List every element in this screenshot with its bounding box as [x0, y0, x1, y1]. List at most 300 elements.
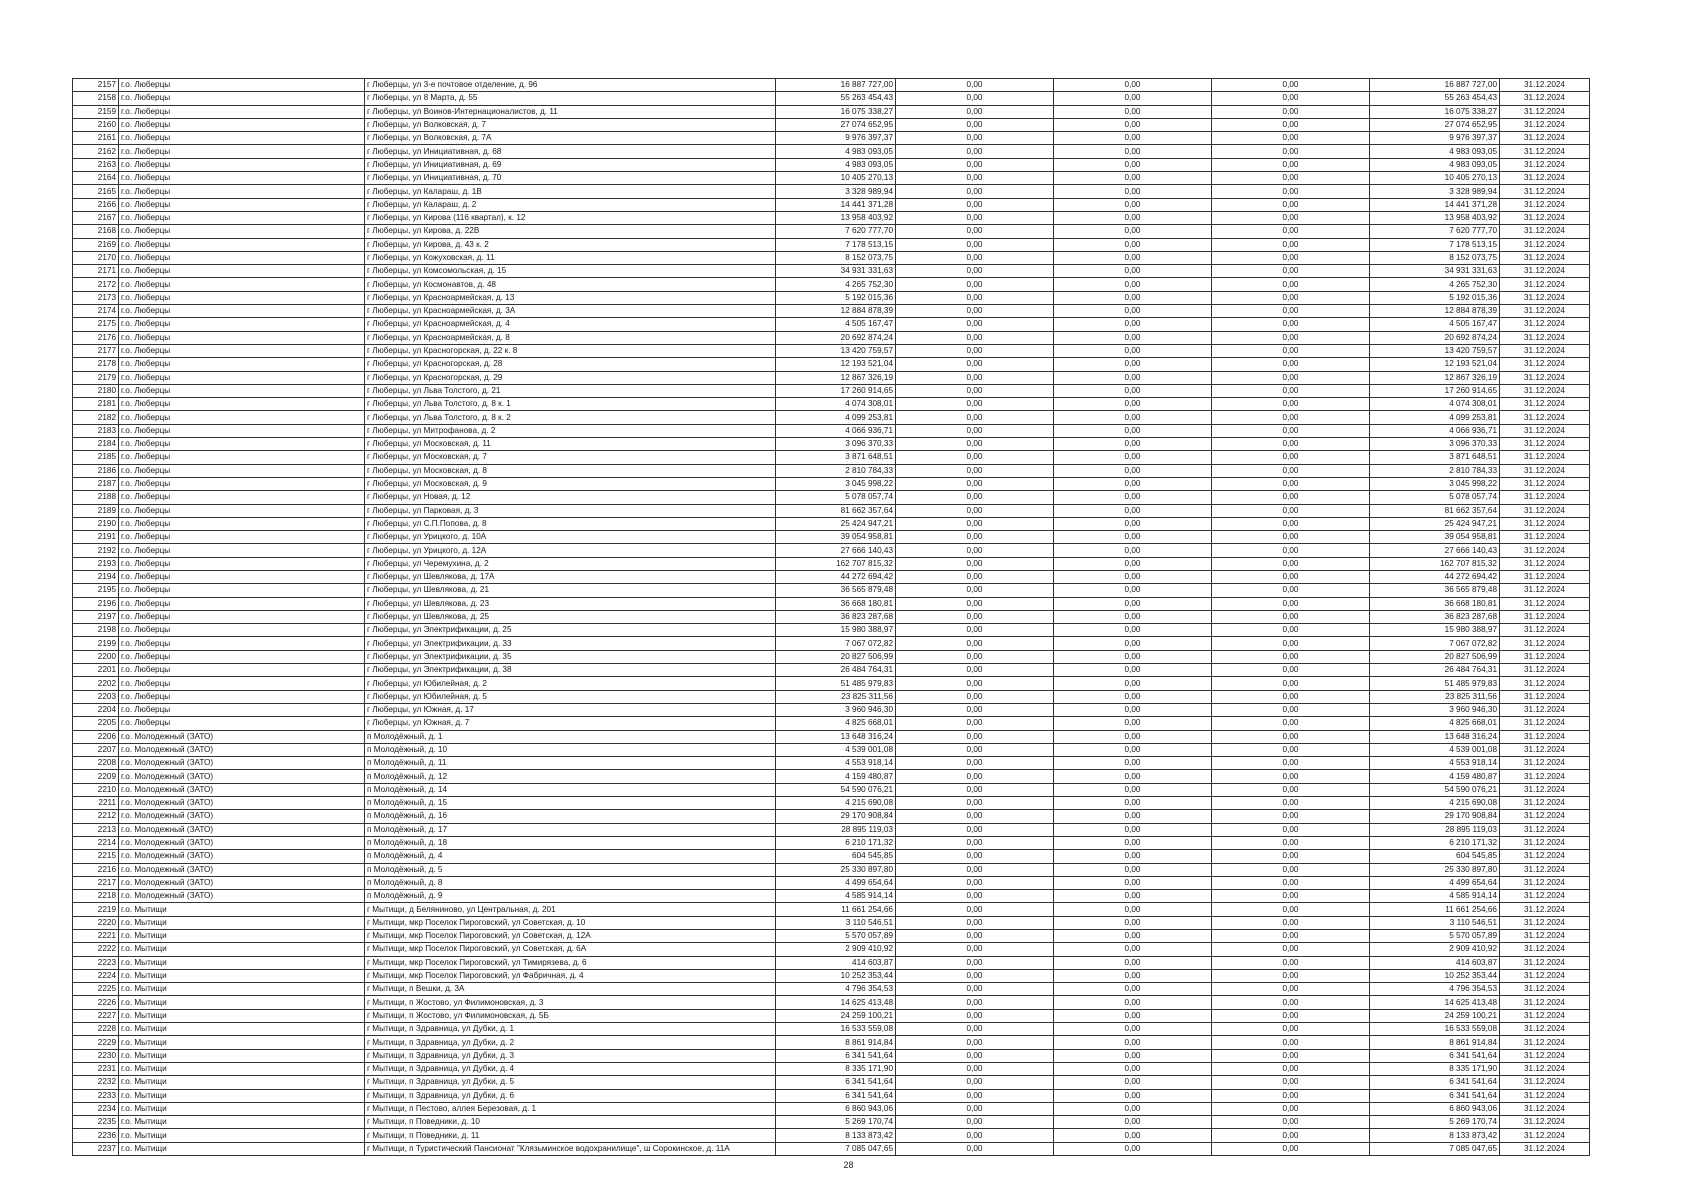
row-number: 2165: [73, 185, 119, 198]
repeat-amount: 14 625 413,48: [1370, 996, 1500, 1009]
total-amount: 8 335 171,90: [776, 1062, 896, 1075]
zero-amount: 0,00: [896, 451, 1054, 464]
date: 31.12.2024: [1500, 1023, 1590, 1036]
zero-amount: 0,00: [896, 1023, 1054, 1036]
row-number: 2164: [73, 172, 119, 185]
zero-amount: 0,00: [1212, 384, 1370, 397]
table-row: [73, 1129, 1590, 1142]
zero-amount: 0,00: [1212, 770, 1370, 783]
zero-amount: 0,00: [1212, 265, 1370, 278]
table-row: [73, 730, 1590, 743]
address: п Молодёжный, д. 5: [365, 863, 776, 876]
address: г Люберцы, ул Комсомольская, д. 15: [365, 265, 776, 278]
zero-amount: 0,00: [896, 637, 1054, 650]
row-number: 2198: [73, 624, 119, 637]
address: г Люберцы, ул Шевлякова, д. 17А: [365, 570, 776, 583]
zero-amount: 0,00: [1212, 996, 1370, 1009]
row-number: 2160: [73, 118, 119, 131]
total-amount: 44 272 694,42: [776, 570, 896, 583]
zero-amount: 0,00: [1212, 1142, 1370, 1155]
date: 31.12.2024: [1500, 1036, 1590, 1049]
address: г Люберцы, ул Инициативная, д. 68: [365, 145, 776, 158]
date: 31.12.2024: [1500, 969, 1590, 982]
repeat-amount: 26 484 764,31: [1370, 664, 1500, 677]
zero-amount: 0,00: [896, 291, 1054, 304]
zero-amount: 0,00: [1212, 1129, 1370, 1142]
repeat-amount: 16 887 727,00: [1370, 79, 1500, 92]
row-number: 2232: [73, 1076, 119, 1089]
address: г Люберцы, ул Шевлякова, д. 23: [365, 597, 776, 610]
date: 31.12.2024: [1500, 358, 1590, 371]
table-row: [73, 916, 1590, 929]
zero-amount: 0,00: [1054, 956, 1212, 969]
municipality: г.о. Мытищи: [119, 1062, 365, 1075]
zero-amount: 0,00: [896, 890, 1054, 903]
zero-amount: 0,00: [1212, 424, 1370, 437]
municipality: г.о. Люберцы: [119, 291, 365, 304]
zero-amount: 0,00: [896, 438, 1054, 451]
zero-amount: 0,00: [1212, 610, 1370, 623]
table-row: [73, 703, 1590, 716]
table-row: [73, 783, 1590, 796]
zero-amount: 0,00: [896, 930, 1054, 943]
repeat-amount: 6 210 171,32: [1370, 836, 1500, 849]
date: 31.12.2024: [1500, 783, 1590, 796]
municipality: г.о. Люберцы: [119, 92, 365, 105]
date: 31.12.2024: [1500, 690, 1590, 703]
row-number: 2218: [73, 890, 119, 903]
municipality: г.о. Люберцы: [119, 371, 365, 384]
zero-amount: 0,00: [896, 79, 1054, 92]
zero-amount: 0,00: [896, 1076, 1054, 1089]
row-number: 2179: [73, 371, 119, 384]
zero-amount: 0,00: [896, 797, 1054, 810]
table-row: [73, 650, 1590, 663]
zero-amount: 0,00: [1212, 1023, 1370, 1036]
zero-amount: 0,00: [1212, 132, 1370, 145]
date: 31.12.2024: [1500, 172, 1590, 185]
repeat-amount: 4 159 480,87: [1370, 770, 1500, 783]
municipality: г.о. Люберцы: [119, 717, 365, 730]
table-row: [73, 158, 1590, 171]
municipality: г.о. Молодежный (ЗАТО): [119, 757, 365, 770]
table-row: [73, 92, 1590, 105]
total-amount: 4 074 308,01: [776, 398, 896, 411]
date: 31.12.2024: [1500, 158, 1590, 171]
row-number: 2172: [73, 278, 119, 291]
zero-amount: 0,00: [896, 836, 1054, 849]
zero-amount: 0,00: [1212, 836, 1370, 849]
total-amount: 36 668 180,81: [776, 597, 896, 610]
address: г Люберцы, ул Льва Толстого, д. 21: [365, 384, 776, 397]
repeat-amount: 27 074 652,95: [1370, 118, 1500, 131]
table-row: [73, 118, 1590, 131]
table-row: [73, 903, 1590, 916]
zero-amount: 0,00: [896, 570, 1054, 583]
repeat-amount: 44 272 694,42: [1370, 570, 1500, 583]
row-number: 2197: [73, 610, 119, 623]
repeat-amount: 4 505 167,47: [1370, 318, 1500, 331]
zero-amount: 0,00: [1054, 969, 1212, 982]
table-row: [73, 757, 1590, 770]
total-amount: 7 067 072,82: [776, 637, 896, 650]
date: 31.12.2024: [1500, 185, 1590, 198]
zero-amount: 0,00: [896, 783, 1054, 796]
zero-amount: 0,00: [1054, 158, 1212, 171]
zero-amount: 0,00: [1054, 996, 1212, 1009]
date: 31.12.2024: [1500, 996, 1590, 1009]
repeat-amount: 25 330 897,80: [1370, 863, 1500, 876]
repeat-amount: 36 823 287,68: [1370, 610, 1500, 623]
zero-amount: 0,00: [896, 810, 1054, 823]
table-row: [73, 584, 1590, 597]
address: г Люберцы, ул Южная, д. 17: [365, 703, 776, 716]
zero-amount: 0,00: [1054, 464, 1212, 477]
zero-amount: 0,00: [896, 477, 1054, 490]
row-number: 2195: [73, 584, 119, 597]
zero-amount: 0,00: [1054, 757, 1212, 770]
zero-amount: 0,00: [896, 145, 1054, 158]
zero-amount: 0,00: [896, 411, 1054, 424]
date: 31.12.2024: [1500, 477, 1590, 490]
zero-amount: 0,00: [1212, 890, 1370, 903]
municipality: г.о. Люберцы: [119, 265, 365, 278]
date: 31.12.2024: [1500, 238, 1590, 251]
address: п Молодёжный, д. 17: [365, 823, 776, 836]
municipality: г.о. Люберцы: [119, 211, 365, 224]
date: 31.12.2024: [1500, 132, 1590, 145]
repeat-amount: 3 960 946,30: [1370, 703, 1500, 716]
zero-amount: 0,00: [1212, 863, 1370, 876]
zero-amount: 0,00: [896, 424, 1054, 437]
address: г Люберцы, ул Митрофанова, д. 2: [365, 424, 776, 437]
zero-amount: 0,00: [1212, 850, 1370, 863]
row-number: 2181: [73, 398, 119, 411]
address: п Молодёжный, д. 18: [365, 836, 776, 849]
date: 31.12.2024: [1500, 624, 1590, 637]
repeat-amount: 10 405 270,13: [1370, 172, 1500, 185]
zero-amount: 0,00: [1212, 703, 1370, 716]
table-row: [73, 797, 1590, 810]
municipality: г.о. Мытищи: [119, 903, 365, 916]
total-amount: 4 066 936,71: [776, 424, 896, 437]
table-row: [73, 411, 1590, 424]
table-row: [73, 132, 1590, 145]
date: 31.12.2024: [1500, 118, 1590, 131]
zero-amount: 0,00: [1054, 770, 1212, 783]
zero-amount: 0,00: [896, 531, 1054, 544]
zero-amount: 0,00: [1054, 1089, 1212, 1102]
total-amount: 23 825 311,56: [776, 690, 896, 703]
date: 31.12.2024: [1500, 544, 1590, 557]
repeat-amount: 25 424 947,21: [1370, 517, 1500, 530]
address: г Мытищи, п Поведники, д. 10: [365, 1116, 776, 1129]
total-amount: 29 170 908,84: [776, 810, 896, 823]
zero-amount: 0,00: [896, 717, 1054, 730]
row-number: 2185: [73, 451, 119, 464]
repeat-amount: 2 909 410,92: [1370, 943, 1500, 956]
address: г Люберцы, ул Черемухина, д. 2: [365, 557, 776, 570]
zero-amount: 0,00: [896, 1049, 1054, 1062]
row-number: 2186: [73, 464, 119, 477]
total-amount: 4 505 167,47: [776, 318, 896, 331]
municipality: г.о. Молодежный (ЗАТО): [119, 823, 365, 836]
total-amount: 13 420 759,57: [776, 344, 896, 357]
page-number: 28: [843, 1160, 854, 1170]
date: 31.12.2024: [1500, 584, 1590, 597]
address: г Мытищи, мкр Поселок Пироговский, ул Тимирязева, д. 6: [365, 956, 776, 969]
total-amount: 4 215 690,08: [776, 797, 896, 810]
zero-amount: 0,00: [1212, 677, 1370, 690]
zero-amount: 0,00: [1212, 1116, 1370, 1129]
table-row: [73, 251, 1590, 264]
row-number: 2216: [73, 863, 119, 876]
row-number: 2187: [73, 477, 119, 490]
repeat-amount: 9 976 397,37: [1370, 132, 1500, 145]
zero-amount: 0,00: [1212, 983, 1370, 996]
table-row: [73, 371, 1590, 384]
zero-amount: 0,00: [896, 677, 1054, 690]
repeat-amount: 4 553 918,14: [1370, 757, 1500, 770]
address: г Мытищи, п Пестово, аллея Березовая, д. 1: [365, 1102, 776, 1115]
zero-amount: 0,00: [1054, 344, 1212, 357]
zero-amount: 0,00: [896, 1062, 1054, 1075]
table-row: [73, 717, 1590, 730]
date: 31.12.2024: [1500, 79, 1590, 92]
row-number: 2215: [73, 850, 119, 863]
address: г Мытищи, п Жостово, ул Филимоновская, д. 5Б: [365, 1009, 776, 1022]
total-amount: 27 074 652,95: [776, 118, 896, 131]
repeat-amount: 4 796 354,53: [1370, 983, 1500, 996]
address: г Люберцы, ул Инициативная, д. 69: [365, 158, 776, 171]
zero-amount: 0,00: [1054, 238, 1212, 251]
zero-amount: 0,00: [1054, 876, 1212, 889]
zero-amount: 0,00: [1054, 198, 1212, 211]
date: 31.12.2024: [1500, 92, 1590, 105]
zero-amount: 0,00: [1054, 291, 1212, 304]
municipality: г.о. Мытищи: [119, 916, 365, 929]
zero-amount: 0,00: [1212, 557, 1370, 570]
zero-amount: 0,00: [1212, 158, 1370, 171]
repeat-amount: 5 078 057,74: [1370, 491, 1500, 504]
table-row: [73, 1089, 1590, 1102]
zero-amount: 0,00: [1212, 145, 1370, 158]
municipality: г.о. Люберцы: [119, 198, 365, 211]
address: г Люберцы, ул Электрификации, д. 38: [365, 664, 776, 677]
zero-amount: 0,00: [1054, 251, 1212, 264]
table-row: [73, 876, 1590, 889]
date: 31.12.2024: [1500, 331, 1590, 344]
row-number: 2223: [73, 956, 119, 969]
total-amount: 10 252 353,44: [776, 969, 896, 982]
zero-amount: 0,00: [896, 996, 1054, 1009]
table-row: [73, 198, 1590, 211]
municipality: г.о. Люберцы: [119, 570, 365, 583]
municipality: г.о. Люберцы: [119, 358, 365, 371]
table-row: [73, 1142, 1590, 1155]
repeat-amount: 4 265 752,30: [1370, 278, 1500, 291]
repeat-amount: 3 871 648,51: [1370, 451, 1500, 464]
zero-amount: 0,00: [896, 225, 1054, 238]
zero-amount: 0,00: [896, 1116, 1054, 1129]
zero-amount: 0,00: [1054, 930, 1212, 943]
zero-amount: 0,00: [1212, 185, 1370, 198]
address: п Молодёжный, д. 10: [365, 743, 776, 756]
zero-amount: 0,00: [1212, 969, 1370, 982]
municipality: г.о. Мытищи: [119, 956, 365, 969]
repeat-amount: 3 328 989,94: [1370, 185, 1500, 198]
date: 31.12.2024: [1500, 890, 1590, 903]
zero-amount: 0,00: [1054, 1023, 1212, 1036]
zero-amount: 0,00: [896, 198, 1054, 211]
total-amount: 5 269 170,74: [776, 1116, 896, 1129]
row-number: 2168: [73, 225, 119, 238]
table-row: [73, 172, 1590, 185]
address: г Люберцы, ул Льва Толстого, д. 8 к. 2: [365, 411, 776, 424]
zero-amount: 0,00: [1054, 318, 1212, 331]
municipality: г.о. Люберцы: [119, 79, 365, 92]
zero-amount: 0,00: [896, 876, 1054, 889]
row-number: 2159: [73, 105, 119, 118]
row-number: 2189: [73, 504, 119, 517]
zero-amount: 0,00: [1212, 438, 1370, 451]
date: 31.12.2024: [1500, 291, 1590, 304]
zero-amount: 0,00: [896, 1129, 1054, 1142]
total-amount: 4 796 354,53: [776, 983, 896, 996]
address: г Мытищи, п Здравница, ул Дубки, д. 3: [365, 1049, 776, 1062]
address: г Мытищи, мкр Поселок Пироговский, ул Советская, д. 12А: [365, 930, 776, 943]
zero-amount: 0,00: [1212, 650, 1370, 663]
table-row: [73, 664, 1590, 677]
date: 31.12.2024: [1500, 531, 1590, 544]
zero-amount: 0,00: [896, 943, 1054, 956]
zero-amount: 0,00: [896, 863, 1054, 876]
total-amount: 13 958 403,92: [776, 211, 896, 224]
zero-amount: 0,00: [1054, 823, 1212, 836]
total-amount: 17 260 914,65: [776, 384, 896, 397]
address: п Молодёжный, д. 9: [365, 890, 776, 903]
zero-amount: 0,00: [1054, 1062, 1212, 1075]
date: 31.12.2024: [1500, 318, 1590, 331]
zero-amount: 0,00: [1212, 504, 1370, 517]
table-row: [73, 398, 1590, 411]
address: г Люберцы, ул Льва Толстого, д. 8 к. 1: [365, 398, 776, 411]
zero-amount: 0,00: [1054, 890, 1212, 903]
zero-amount: 0,00: [1054, 79, 1212, 92]
table-row: [73, 79, 1590, 92]
repeat-amount: 8 335 171,90: [1370, 1062, 1500, 1075]
table-row: [73, 1116, 1590, 1129]
repeat-amount: 81 662 357,64: [1370, 504, 1500, 517]
total-amount: 20 692 874,24: [776, 331, 896, 344]
repeat-amount: 17 260 914,65: [1370, 384, 1500, 397]
total-amount: 4 539 001,08: [776, 743, 896, 756]
municipality: г.о. Люберцы: [119, 105, 365, 118]
zero-amount: 0,00: [1054, 664, 1212, 677]
repeat-amount: 36 565 879,48: [1370, 584, 1500, 597]
repeat-amount: 7 067 072,82: [1370, 637, 1500, 650]
address: г Люберцы, ул Урицкого, д. 10А: [365, 531, 776, 544]
zero-amount: 0,00: [896, 172, 1054, 185]
zero-amount: 0,00: [1212, 943, 1370, 956]
municipality: г.о. Люберцы: [119, 677, 365, 690]
municipality: г.о. Люберцы: [119, 517, 365, 530]
zero-amount: 0,00: [896, 850, 1054, 863]
zero-amount: 0,00: [896, 557, 1054, 570]
row-number: 2237: [73, 1142, 119, 1155]
repeat-amount: 23 825 311,56: [1370, 690, 1500, 703]
zero-amount: 0,00: [1212, 305, 1370, 318]
table-row: [73, 930, 1590, 943]
total-amount: 3 328 989,94: [776, 185, 896, 198]
total-amount: 9 976 397,37: [776, 132, 896, 145]
zero-amount: 0,00: [1212, 903, 1370, 916]
municipality: г.о. Люберцы: [119, 158, 365, 171]
total-amount: 4 983 093,05: [776, 145, 896, 158]
register-table: [72, 78, 1590, 1156]
zero-amount: 0,00: [896, 544, 1054, 557]
row-number: 2227: [73, 1009, 119, 1022]
zero-amount: 0,00: [1054, 650, 1212, 663]
repeat-amount: 10 252 353,44: [1370, 969, 1500, 982]
municipality: г.о. Люберцы: [119, 398, 365, 411]
total-amount: 5 078 057,74: [776, 491, 896, 504]
zero-amount: 0,00: [1054, 398, 1212, 411]
total-amount: 4 159 480,87: [776, 770, 896, 783]
row-number: 2157: [73, 79, 119, 92]
table-row: [73, 610, 1590, 623]
total-amount: 162 707 815,32: [776, 557, 896, 570]
municipality: г.о. Люберцы: [119, 238, 365, 251]
row-number: 2180: [73, 384, 119, 397]
row-number: 2206: [73, 730, 119, 743]
municipality: г.о. Люберцы: [119, 557, 365, 570]
table-row: [73, 1049, 1590, 1062]
municipality: г.о. Люберцы: [119, 464, 365, 477]
zero-amount: 0,00: [1212, 876, 1370, 889]
repeat-amount: 5 269 170,74: [1370, 1116, 1500, 1129]
zero-amount: 0,00: [896, 238, 1054, 251]
municipality: г.о. Люберцы: [119, 145, 365, 158]
municipality: г.о. Мытищи: [119, 969, 365, 982]
table-row: [73, 956, 1590, 969]
table-row: [73, 211, 1590, 224]
zero-amount: 0,00: [1212, 1009, 1370, 1022]
zero-amount: 0,00: [1212, 358, 1370, 371]
date: 31.12.2024: [1500, 637, 1590, 650]
zero-amount: 0,00: [896, 318, 1054, 331]
address: г Люберцы, ул Красногорская, д. 28: [365, 358, 776, 371]
repeat-amount: 51 485 979,83: [1370, 677, 1500, 690]
table-row: [73, 225, 1590, 238]
zero-amount: 0,00: [1212, 318, 1370, 331]
address: г Люберцы, ул Электрификации, д. 25: [365, 624, 776, 637]
municipality: г.о. Люберцы: [119, 185, 365, 198]
repeat-amount: 13 648 316,24: [1370, 730, 1500, 743]
row-number: 2210: [73, 783, 119, 796]
zero-amount: 0,00: [896, 491, 1054, 504]
row-number: 2224: [73, 969, 119, 982]
row-number: 2161: [73, 132, 119, 145]
table-row: [73, 384, 1590, 397]
address: г Люберцы, ул Южная, д. 7: [365, 717, 776, 730]
zero-amount: 0,00: [1054, 1129, 1212, 1142]
municipality: г.о. Молодежный (ЗАТО): [119, 770, 365, 783]
table-row: [73, 291, 1590, 304]
total-amount: 6 341 541,64: [776, 1089, 896, 1102]
zero-amount: 0,00: [896, 823, 1054, 836]
zero-amount: 0,00: [1054, 358, 1212, 371]
